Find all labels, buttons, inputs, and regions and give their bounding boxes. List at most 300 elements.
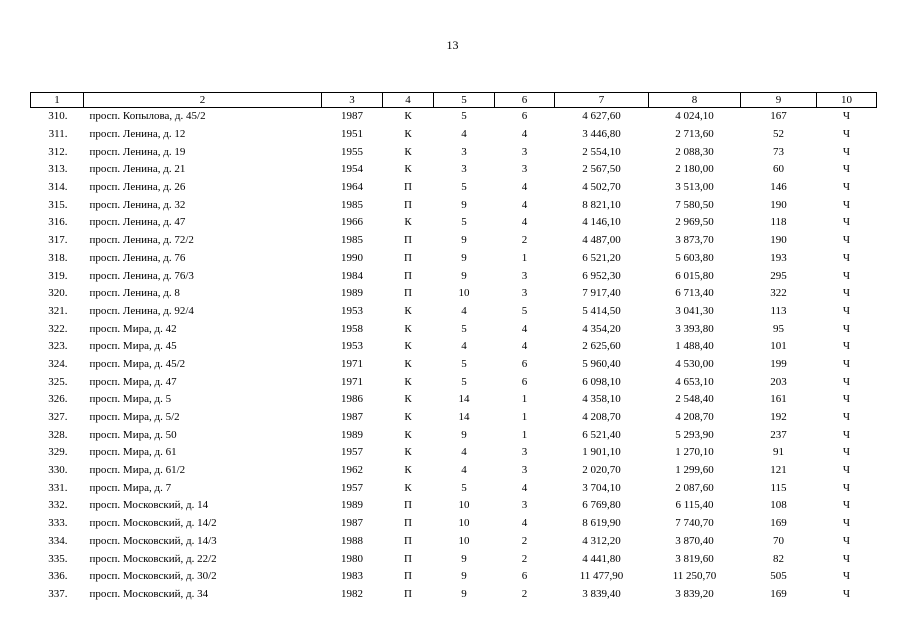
column-header: 6 [495,93,555,108]
table-row [31,267,877,285]
cell-residents: 91 [773,446,784,459]
cell-year-built: 1955 [341,145,363,158]
cell-address: просп. Мира, д. 45 [89,340,177,353]
cell-wall-material: К [404,357,412,370]
cell-year-built: 1987 [341,411,363,424]
cell-living-area: 3 513,00 [675,181,714,194]
cell-year-built: 1985 [341,198,363,211]
cell-total-area: 1 901,10 [582,446,621,459]
cell-floors: 10 [458,517,470,530]
cell-address: просп. Мира, д. 47 [89,375,177,388]
cell-category: Ч [842,357,851,370]
cell-address: просп. Копылова, д. 45/2 [89,110,206,123]
cell-year-built: 1984 [341,269,363,282]
cell-year-built: 1980 [341,552,363,565]
cell-floors: 9 [461,552,467,565]
cell-row-number: 321. [48,304,68,317]
cell-year-built: 1962 [341,464,363,477]
table-row [31,179,877,197]
cell-living-area: 4 024,10 [675,110,714,123]
cell-floors: 9 [461,251,467,264]
cell-living-area: 3 839,20 [675,587,714,600]
cell-category: Ч [842,145,851,158]
cell-row-number: 313. [48,163,68,176]
cell-row-number: 337. [48,587,68,600]
cell-floors: 4 [461,128,467,141]
cell-year-built: 1958 [341,322,363,335]
cell-row-number: 314. [48,181,68,194]
cell-living-area: 5 293,90 [675,428,714,441]
cell-row-number: 316. [48,216,68,229]
cell-row-number: 312. [48,145,68,158]
cell-year-built: 1957 [341,446,363,459]
cell-address: просп. Ленина, д. 19 [89,145,186,158]
cell-residents: 60 [773,163,784,176]
cell-residents: 161 [770,393,787,406]
cell-entrances: 1 [521,251,528,264]
cell-year-built: 1989 [341,428,363,441]
cell-row-number: 333. [48,517,68,530]
cell-address: просп. Ленина, д. 76 [89,251,186,264]
cell-floors: 9 [461,269,467,282]
cell-living-area: 4 653,10 [675,375,714,388]
cell-wall-material: К [404,216,412,229]
table-row [31,533,877,551]
table-row [31,373,877,391]
cell-living-area: 2 088,30 [675,145,714,158]
cell-living-area: 5 603,80 [675,251,714,264]
cell-floors: 5 [461,375,467,388]
cell-total-area: 4 354,20 [582,322,621,335]
cell-total-area: 3 446,80 [582,128,621,141]
cell-total-area: 5 414,50 [582,304,621,317]
cell-entrances: 4 [521,181,528,194]
cell-living-area: 7 580,50 [675,198,714,211]
cell-entrances: 4 [521,340,528,353]
cell-total-area: 4 208,70 [582,411,621,424]
cell-row-number: 325. [48,375,68,388]
cell-category: Ч [842,110,851,123]
cell-entrances: 2 [521,587,528,600]
cell-row-number: 328. [48,428,68,441]
cell-entrances: 2 [521,234,528,247]
table-header-row [31,93,877,108]
cell-category: Ч [842,216,851,229]
cell-entrances: 3 [521,499,528,512]
cell-wall-material: К [404,304,412,317]
cell-floors: 9 [461,428,467,441]
cell-row-number: 320. [48,287,68,300]
cell-wall-material: П [404,181,412,194]
cell-residents: 118 [770,216,787,229]
cell-total-area: 8 821,10 [582,198,621,211]
table-row [31,232,877,250]
cell-total-area: 4 146,10 [582,216,621,229]
cell-wall-material: К [404,340,412,353]
cell-residents: 146 [770,181,787,194]
cell-total-area: 2 567,50 [582,163,621,176]
cell-category: Ч [842,198,851,211]
cell-year-built: 1988 [341,534,363,547]
table-row [31,214,877,232]
cell-entrances: 3 [521,269,528,282]
cell-row-number: 311. [48,128,68,141]
page-number: 13 [446,38,459,52]
cell-address: просп. Ленина, д. 8 [89,287,180,300]
cell-category: Ч [842,340,851,353]
cell-residents: 167 [770,110,787,123]
cell-residents: 115 [770,481,787,494]
cell-living-area: 7 740,70 [675,517,714,530]
cell-address: просп. Мира, д. 7 [89,481,172,494]
cell-category: Ч [842,481,851,494]
cell-address: просп. Московский, д. 22/2 [89,552,217,565]
table-row [31,161,877,179]
cell-address: просп. Московский, д. 30/2 [89,570,217,583]
cell-year-built: 1982 [341,587,363,600]
cell-total-area: 2 554,10 [582,145,621,158]
cell-row-number: 327. [48,411,68,424]
cell-category: Ч [842,393,851,406]
cell-wall-material: К [404,145,412,158]
cell-address: просп. Мира, д. 42 [89,322,177,335]
cell-row-number: 323. [48,340,68,353]
column-header: 9 [741,93,817,108]
cell-total-area: 4 312,20 [582,534,621,547]
cell-total-area: 6 769,80 [582,499,621,512]
cell-total-area: 8 619,90 [582,517,621,530]
cell-year-built: 1953 [341,304,363,317]
cell-address: просп. Ленина, д. 47 [89,216,186,229]
cell-category: Ч [842,570,851,583]
table-row [31,250,877,268]
table-row [31,515,877,533]
table-row [31,409,877,427]
cell-year-built: 1971 [341,375,363,388]
cell-wall-material: П [404,570,412,583]
cell-living-area: 1 299,60 [675,464,714,477]
table-body [31,108,877,604]
cell-total-area: 6 521,20 [582,251,621,264]
column-header: 2 [84,93,322,108]
cell-address: просп. Мира, д. 45/2 [89,357,186,370]
cell-row-number: 322. [48,322,68,335]
cell-address: просп. Ленина, д. 92/4 [89,304,194,317]
cell-year-built: 1951 [341,128,363,141]
cell-total-area: 3 839,40 [582,587,621,600]
cell-floors: 10 [458,287,470,300]
cell-residents: 169 [770,517,787,530]
cell-address: просп. Ленина, д. 12 [89,128,186,141]
cell-living-area: 2 180,00 [675,163,714,176]
cell-category: Ч [842,128,851,141]
cell-floors: 3 [461,145,467,158]
cell-wall-material: К [404,128,412,141]
cell-category: Ч [842,411,851,424]
table-row [31,444,877,462]
cell-total-area: 6 952,30 [582,269,621,282]
column-header: 1 [31,93,84,108]
cell-floors: 5 [461,481,467,494]
cell-category: Ч [842,464,851,477]
cell-address: просп. Мира, д. 50 [89,428,177,441]
cell-living-area: 3 870,40 [675,534,714,547]
cell-wall-material: П [404,269,412,282]
cell-category: Ч [842,181,851,194]
cell-entrances: 2 [521,552,528,565]
cell-total-area: 6 098,10 [582,375,621,388]
cell-entrances: 3 [521,446,528,459]
cell-entrances: 4 [521,216,528,229]
cell-address: просп. Мира, д. 61 [89,446,177,459]
cell-wall-material: П [404,198,412,211]
cell-row-number: 329. [48,446,68,459]
cell-residents: 322 [770,287,787,300]
column-header: 8 [649,93,741,108]
cell-residents: 193 [770,251,787,264]
cell-category: Ч [842,375,851,388]
cell-year-built: 1964 [341,181,363,194]
cell-floors: 4 [461,464,467,477]
table-row [31,196,877,214]
cell-residents: 237 [770,428,787,441]
cell-residents: 505 [770,570,787,583]
table-row [31,586,877,604]
cell-floors: 5 [461,216,467,229]
cell-floors: 9 [461,198,467,211]
cell-entrances: 3 [521,145,528,158]
cell-entrances: 3 [521,464,528,477]
cell-floors: 4 [461,304,467,317]
cell-category: Ч [842,251,851,264]
cell-category: Ч [842,428,851,441]
cell-year-built: 1985 [341,234,363,247]
cell-wall-material: П [404,251,412,264]
cell-year-built: 1954 [341,163,363,176]
cell-residents: 203 [770,375,787,388]
table-row [31,426,877,444]
cell-living-area: 4 530,00 [675,357,714,370]
cell-wall-material: К [404,163,412,176]
cell-wall-material: П [404,534,412,547]
cell-living-area: 1 270,10 [675,446,714,459]
cell-row-number: 330. [48,464,68,477]
cell-residents: 95 [773,322,784,335]
cell-living-area: 6 713,40 [675,287,714,300]
cell-residents: 199 [770,357,787,370]
cell-residents: 295 [770,269,787,282]
cell-category: Ч [842,517,851,530]
cell-residents: 101 [770,340,787,353]
cell-living-area: 11 250,70 [672,570,717,583]
cell-floors: 10 [458,534,470,547]
cell-residents: 190 [770,198,787,211]
cell-living-area: 4 208,70 [675,411,714,424]
cell-wall-material: П [404,552,412,565]
cell-entrances: 5 [521,304,528,317]
cell-living-area: 1 488,40 [675,340,714,353]
cell-address: просп. Ленина, д. 21 [89,163,186,176]
table-row [31,108,877,126]
cell-wall-material: П [404,499,412,512]
cell-year-built: 1987 [341,110,363,123]
cell-category: Ч [842,499,851,512]
cell-living-area: 3 393,80 [675,322,714,335]
cell-wall-material: К [404,481,412,494]
cell-year-built: 1966 [341,216,363,229]
cell-entrances: 4 [521,517,528,530]
cell-address: просп. Ленина, д. 32 [89,198,186,211]
cell-living-area: 2 548,40 [675,393,714,406]
table-row [31,497,877,515]
cell-wall-material: К [404,464,412,477]
cell-living-area: 2 087,60 [675,481,714,494]
cell-wall-material: П [404,287,412,300]
cell-floors: 14 [458,393,470,406]
column-header: 4 [383,93,434,108]
cell-total-area: 4 358,10 [582,393,621,406]
cell-row-number: 317. [48,234,68,247]
cell-living-area: 3 873,70 [675,234,714,247]
cell-total-area: 3 704,10 [582,481,621,494]
table-row [31,338,877,356]
cell-entrances: 2 [521,534,528,547]
cell-total-area: 4 627,60 [582,110,621,123]
table-row [31,303,877,321]
cell-wall-material: К [404,322,412,335]
cell-residents: 70 [773,534,784,547]
cell-year-built: 1983 [341,570,363,583]
cell-total-area: 11 477,90 [579,570,624,583]
cell-total-area: 4 502,70 [582,181,621,194]
cell-year-built: 1953 [341,340,363,353]
cell-category: Ч [842,234,851,247]
cell-year-built: 1989 [341,287,363,300]
column-header: 7 [555,93,649,108]
cell-wall-material: П [404,587,412,600]
cell-category: Ч [842,304,851,317]
cell-total-area: 7 917,40 [582,287,621,300]
cell-address: просп. Московский, д. 14/3 [89,534,217,547]
cell-entrances: 6 [521,375,528,388]
cell-residents: 192 [770,411,787,424]
cell-address: просп. Ленина, д. 26 [89,181,186,194]
cell-category: Ч [842,587,851,600]
cell-entrances: 3 [521,163,528,176]
cell-floors: 5 [461,357,467,370]
cell-address: просп. Мира, д. 5/2 [89,411,180,424]
cell-residents: 52 [773,128,784,141]
table-row [31,356,877,374]
cell-living-area: 3 041,30 [675,304,714,317]
cell-entrances: 6 [521,110,528,123]
table-row [31,479,877,497]
cell-wall-material: К [404,446,412,459]
table-row [31,285,877,303]
column-header: 5 [434,93,495,108]
column-header: 10 [817,93,877,108]
cell-address: просп. Московский, д. 14/2 [89,517,217,530]
cell-living-area: 2 713,60 [675,128,714,141]
cell-floors: 4 [461,446,467,459]
cell-entrances: 3 [521,287,528,300]
cell-residents: 82 [773,552,784,565]
cell-row-number: 335. [48,552,68,565]
cell-year-built: 1990 [341,251,363,264]
cell-living-area: 6 015,80 [675,269,714,282]
cell-floors: 4 [461,340,467,353]
cell-residents: 113 [770,304,787,317]
cell-year-built: 1987 [341,517,363,530]
cell-address: просп. Московский, д. 14 [89,499,209,512]
cell-floors: 9 [461,234,467,247]
cell-floors: 5 [461,322,467,335]
cell-row-number: 310. [48,110,68,123]
table-row [31,320,877,338]
cell-year-built: 1989 [341,499,363,512]
table-row [31,462,877,480]
cell-address: просп. Московский, д. 34 [89,587,209,600]
cell-row-number: 326. [48,393,68,406]
cell-entrances: 1 [521,393,528,406]
cell-floors: 9 [461,587,467,600]
cell-entrances: 6 [521,357,528,370]
cell-row-number: 334. [48,534,68,547]
cell-total-area: 4 487,00 [582,234,621,247]
cell-living-area: 3 819,60 [675,552,714,565]
cell-wall-material: К [404,110,412,123]
cell-residents: 190 [770,234,787,247]
cell-row-number: 318. [48,251,68,264]
table-row [31,568,877,586]
cell-wall-material: К [404,411,412,424]
cell-floors: 5 [461,110,467,123]
cell-address: просп. Ленина, д. 72/2 [89,234,194,247]
cell-year-built: 1971 [341,357,363,370]
cell-row-number: 324. [48,357,68,370]
cell-residents: 121 [770,464,787,477]
table-row [31,391,877,409]
cell-category: Ч [842,552,851,565]
cell-address: просп. Мира, д. 5 [89,393,172,406]
cell-living-area: 6 115,40 [675,499,714,512]
cell-floors: 10 [458,499,470,512]
cell-year-built: 1986 [341,393,363,406]
cell-residents: 73 [773,145,784,158]
cell-total-area: 5 960,40 [582,357,621,370]
cell-category: Ч [842,534,851,547]
cell-total-area: 2 020,70 [582,464,621,477]
cell-floors: 3 [461,163,467,176]
cell-floors: 9 [461,570,467,583]
cell-wall-material: К [404,428,412,441]
cell-row-number: 315. [48,198,68,211]
cell-total-area: 4 441,80 [582,552,621,565]
cell-row-number: 331. [48,481,68,494]
cell-category: Ч [842,322,851,335]
cell-address: просп. Мира, д. 61/2 [89,464,186,477]
table-row [31,143,877,161]
cell-row-number: 332. [48,499,68,512]
cell-entrances: 4 [521,322,528,335]
cell-address: просп. Ленина, д. 76/3 [89,269,194,282]
table-row [31,550,877,568]
cell-wall-material: К [404,375,412,388]
cell-entrances: 4 [521,128,528,141]
cell-living-area: 2 969,50 [675,216,714,229]
cell-floors: 14 [458,411,470,424]
cell-category: Ч [842,163,851,176]
